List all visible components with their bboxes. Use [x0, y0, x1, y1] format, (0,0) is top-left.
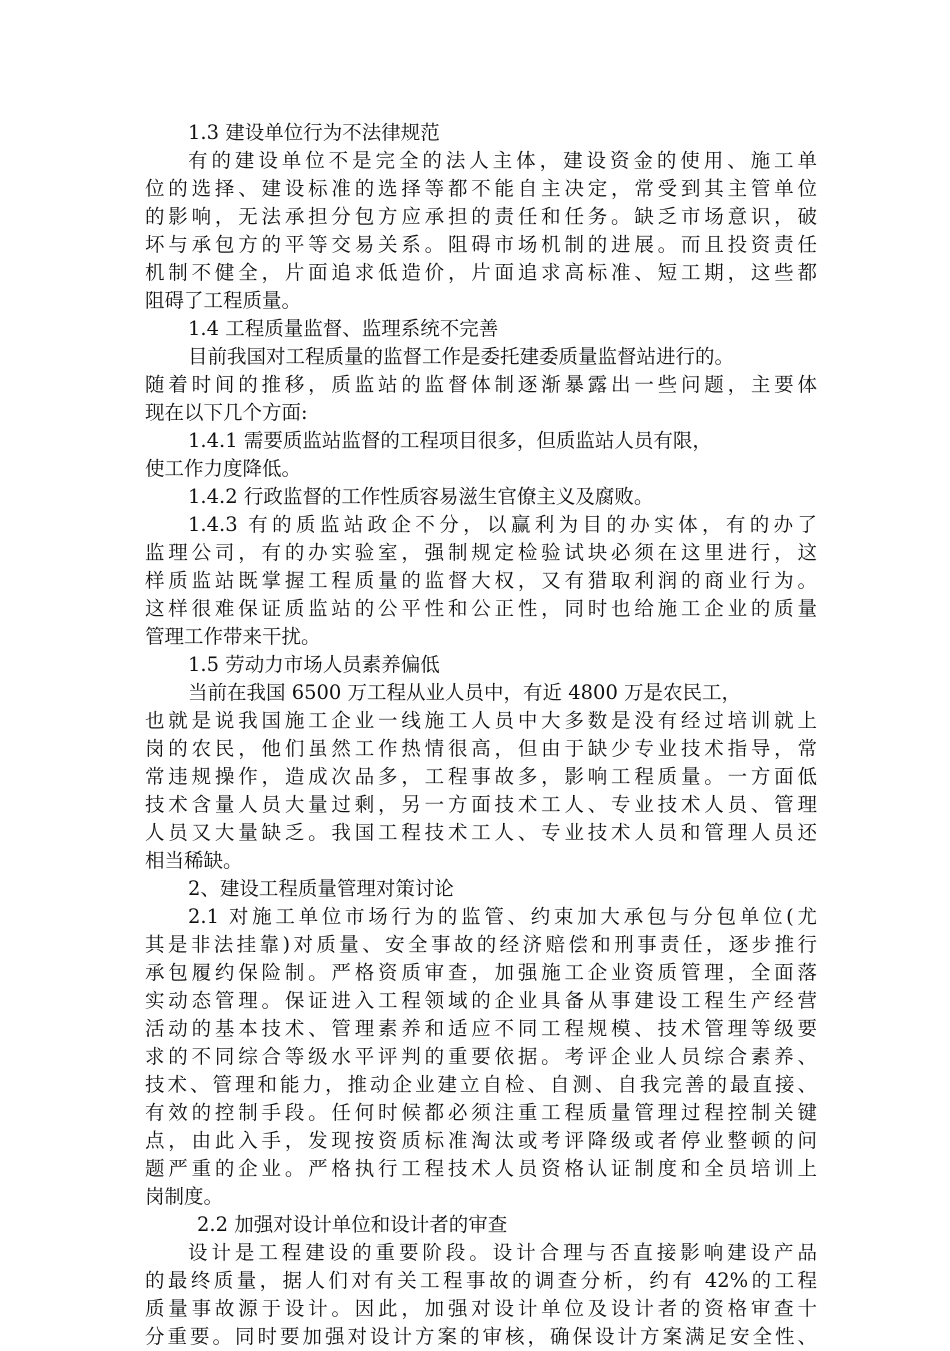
- paragraph-line: 有的建设单位不是完全的法人主体，建设资金的使用、施工单: [188, 149, 817, 172]
- paragraph-line: 目前我国对工程质量的监督工作是委托建委质量监督站进行的。: [188, 345, 735, 368]
- subheading-1-4-1: 1.4.1 需要质监站监督的工程项目很多，但质监站人员有限，: [188, 429, 712, 452]
- heading-2-2: 2.2 加强对设计单位和设计者的审查: [197, 1213, 508, 1236]
- subheading-1-4-2: 1.4.2 行政监督的工作性质容易滋生官僚主义及腐败。: [188, 485, 654, 508]
- heading-1-3: 1.3 建设单位行为不法律规范: [188, 121, 440, 144]
- paragraph-line: 技术、管理和能力，推动企业建立自检、自测、自我完善的最直接、: [145, 1073, 817, 1096]
- paragraph-line: 活动的基本技术、管理素养和适应不同工程规模、技术管理等级要: [145, 1017, 817, 1040]
- paragraph-line: 其是非法挂靠)对质量、安全事故的经济赔偿和刑事责任，逐步推行: [145, 933, 817, 956]
- paragraph-line: 使工作力度降低。: [145, 457, 302, 480]
- paragraph-line: 求的不同综合等级水平评判的重要依据。考评企业人员综合素养、: [145, 1045, 817, 1068]
- paragraph-line: 相当稀缺。: [145, 849, 243, 872]
- subheading-1-4-3: 1.4.3 有的质监站政企不分，以赢利为目的办实体，有的办了: [188, 513, 817, 536]
- paragraph-line: 随着时间的推移，质监站的监督体制逐渐暴露出一些问题，主要体: [145, 373, 817, 396]
- paragraph-line: 现在以下几个方面:: [145, 401, 308, 424]
- paragraph-line: 机制不健全，片面追求低造价，片面追求高标准、短工期，这些都: [145, 261, 817, 284]
- paragraph-line: 常违规操作，造成次品多，工程事故多，影响工程质量。一方面低: [145, 765, 817, 788]
- paragraph-line: 的最终质量，据人们对有关工程事故的调查分析，约有 42%的工程: [145, 1269, 817, 1292]
- paragraph-line: 质量事故源于设计。因此，加强对设计单位及设计者的资格审查十: [145, 1297, 817, 1320]
- paragraph-line: 岗的农民，他们虽然工作热情很高，但由于缺少专业技术指导，常: [145, 737, 817, 760]
- paragraph-line: 技术含量人员大量过剩，另一方面技术工人、专业技术人员、管理: [145, 793, 817, 816]
- paragraph-line: 有效的控制手段。任何时候都必须注重工程质量管理过程控制关键: [145, 1101, 817, 1124]
- heading-1-4: 1.4 工程质量监督、监理系统不完善: [188, 317, 499, 340]
- paragraph-line: 承包履约保险制。严格资质审查，加强施工企业资质管理，全面落: [145, 961, 817, 984]
- document-body: [145, 119, 817, 1351]
- paragraph-line: 阻碍了工程质量。: [145, 289, 302, 312]
- paragraph-line: 样质监站既掌握工程质量的监督大权，又有猎取利润的商业行为。: [145, 569, 817, 592]
- paragraph-line: 位的选择、建设标准的选择等都不能自主决定，常受到其主管单位: [145, 177, 817, 200]
- paragraph-line: 分重要。同时要加强对设计方案的审核，确保设计方案满足安全性、: [145, 1325, 817, 1348]
- paragraph-line: 实动态管理。保证进入工程领域的企业具备从事建设工程生产经营: [145, 989, 817, 1012]
- paragraph-line: 设计是工程建设的重要阶段。设计合理与否直接影响建设产品: [188, 1241, 817, 1264]
- paragraph-line: 人员又大量缺乏。我国工程技术工人、专业技术人员和管理人员还: [145, 821, 817, 844]
- paragraph-line: 题严重的企业。严格执行工程技术人员资格认证制度和全员培训上: [145, 1157, 817, 1180]
- paragraph-line: 当前在我国 6500 万工程从业人员中，有近 4800 万是农民工，: [188, 681, 742, 704]
- paragraph-line: 点，由此入手，发现按资质标准淘汰或考评降级或者停业整顿的问: [145, 1129, 817, 1152]
- paragraph-line: 岗制度。: [145, 1185, 224, 1208]
- paragraph-line: 管理工作带来干扰。: [145, 625, 321, 648]
- heading-1-5: 1.5 劳动力市场人员素养偏低: [188, 653, 440, 676]
- heading-2: 2、建设工程质量管理对策讨论: [188, 877, 454, 900]
- paragraph-line: 也就是说我国施工企业一线施工人员中大多数是没有经过培训就上: [145, 709, 817, 732]
- paragraph-line: 的影响，无法承担分包方应承担的责任和任务。缺乏市场意识，破: [145, 205, 817, 228]
- paragraph-line: 监理公司，有的办实验室，强制规定检验试块必须在这里进行，这: [145, 541, 817, 564]
- paragraph-line: 坏与承包方的平等交易关系。阻碍市场机制的进展。而且投资责任: [145, 233, 817, 256]
- heading-2-1: 2.1 对施工单位市场行为的监管、约束加大承包与分包单位(尤: [188, 905, 817, 928]
- paragraph-line: 这样很难保证质监站的公平性和公正性，同时也给施工企业的质量: [145, 597, 817, 620]
